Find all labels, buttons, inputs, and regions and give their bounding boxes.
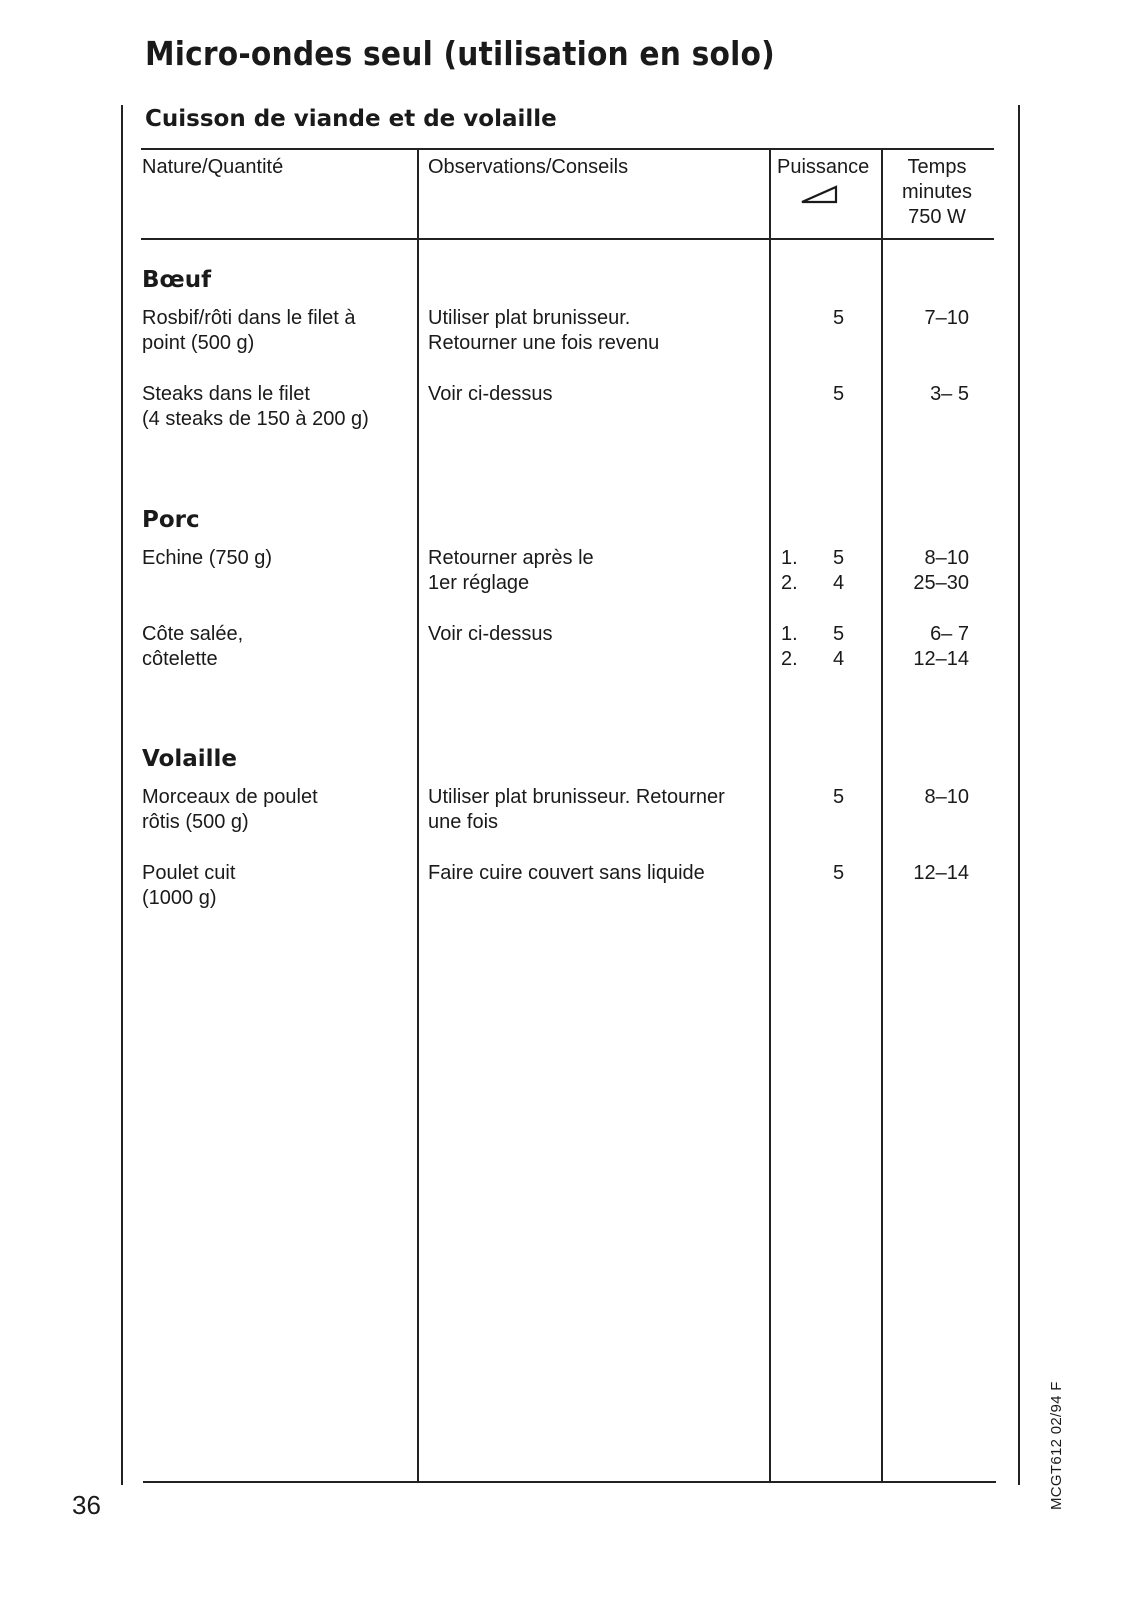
step-numbers: 1. 2. [781, 547, 798, 594]
observations-cell: Retourner après le 1er réglage [428, 547, 594, 594]
temps-cell: 12–14 [913, 862, 969, 884]
nature-cell: Echine (750 g) [142, 547, 273, 569]
temps-cell: 6– 7 12–14 [913, 623, 969, 670]
header-nature: Nature/Quantité [142, 156, 284, 178]
table-top-rule [141, 148, 994, 150]
observations-cell: Utiliser plat brunisseur. Retourner une fois [428, 786, 725, 833]
step-numbers: 1. 2. [781, 623, 798, 670]
left-margin-rule [121, 105, 123, 1485]
observations-cell: Voir ci-dessus [428, 383, 553, 405]
temps-cell: 8–10 [924, 786, 969, 808]
page-number: 36 [72, 1490, 101, 1520]
temps-cell: 3– 5 [930, 383, 969, 405]
table-header-rule [141, 238, 994, 240]
header-observations: Observations/Conseils [428, 156, 629, 178]
section-heading-boeuf: Bœuf [142, 267, 212, 293]
header-puissance: Puissance [777, 156, 870, 178]
temps-cell: 7–10 [924, 307, 969, 329]
puissance-cell: 5 [833, 862, 845, 884]
puissance-cell: 5 [833, 383, 845, 405]
column-divider-2 [769, 148, 771, 1482]
observations-cell: Utiliser plat brunisseur. Retourner une fois revenu [428, 307, 660, 354]
nature-cell: Rosbif/rôti dans le filet à point (500 g) [142, 307, 356, 354]
nature-cell: Poulet cuit (1000 g) [142, 862, 236, 909]
observations-cell: Faire cuire couvert sans liquide [428, 862, 705, 884]
puissance-cell: 5 [833, 786, 845, 808]
puissance-cell: 5 4 [833, 623, 845, 670]
puissance-cell: 5 [833, 307, 845, 329]
power-wedge-icon [800, 184, 838, 204]
table-bottom-rule [143, 1481, 996, 1483]
page-title: Micro-ondes seul (utilisation en solo) [145, 34, 775, 73]
column-divider-1 [417, 148, 419, 1482]
section-subtitle: Cuisson de viande et de volaille [145, 106, 557, 132]
right-margin-rule [1018, 105, 1020, 1485]
header-temps: Temps minutes 750 W [901, 156, 973, 228]
section-heading-volaille: Volaille [142, 746, 237, 772]
section-heading-porc: Porc [142, 507, 200, 533]
temps-cell: 8–10 25–30 [913, 547, 969, 594]
column-divider-3 [881, 148, 883, 1482]
nature-cell: Morceaux de poulet rôtis (500 g) [142, 786, 318, 833]
nature-cell: Côte salée, côtelette [142, 623, 244, 670]
observations-cell: Voir ci-dessus [428, 623, 553, 645]
puissance-cell: 5 4 [833, 547, 845, 594]
document-code: MCGT612 02/94 F [1048, 1381, 1065, 1510]
nature-cell: Steaks dans le filet (4 steaks de 150 à 200 g) [142, 383, 369, 430]
